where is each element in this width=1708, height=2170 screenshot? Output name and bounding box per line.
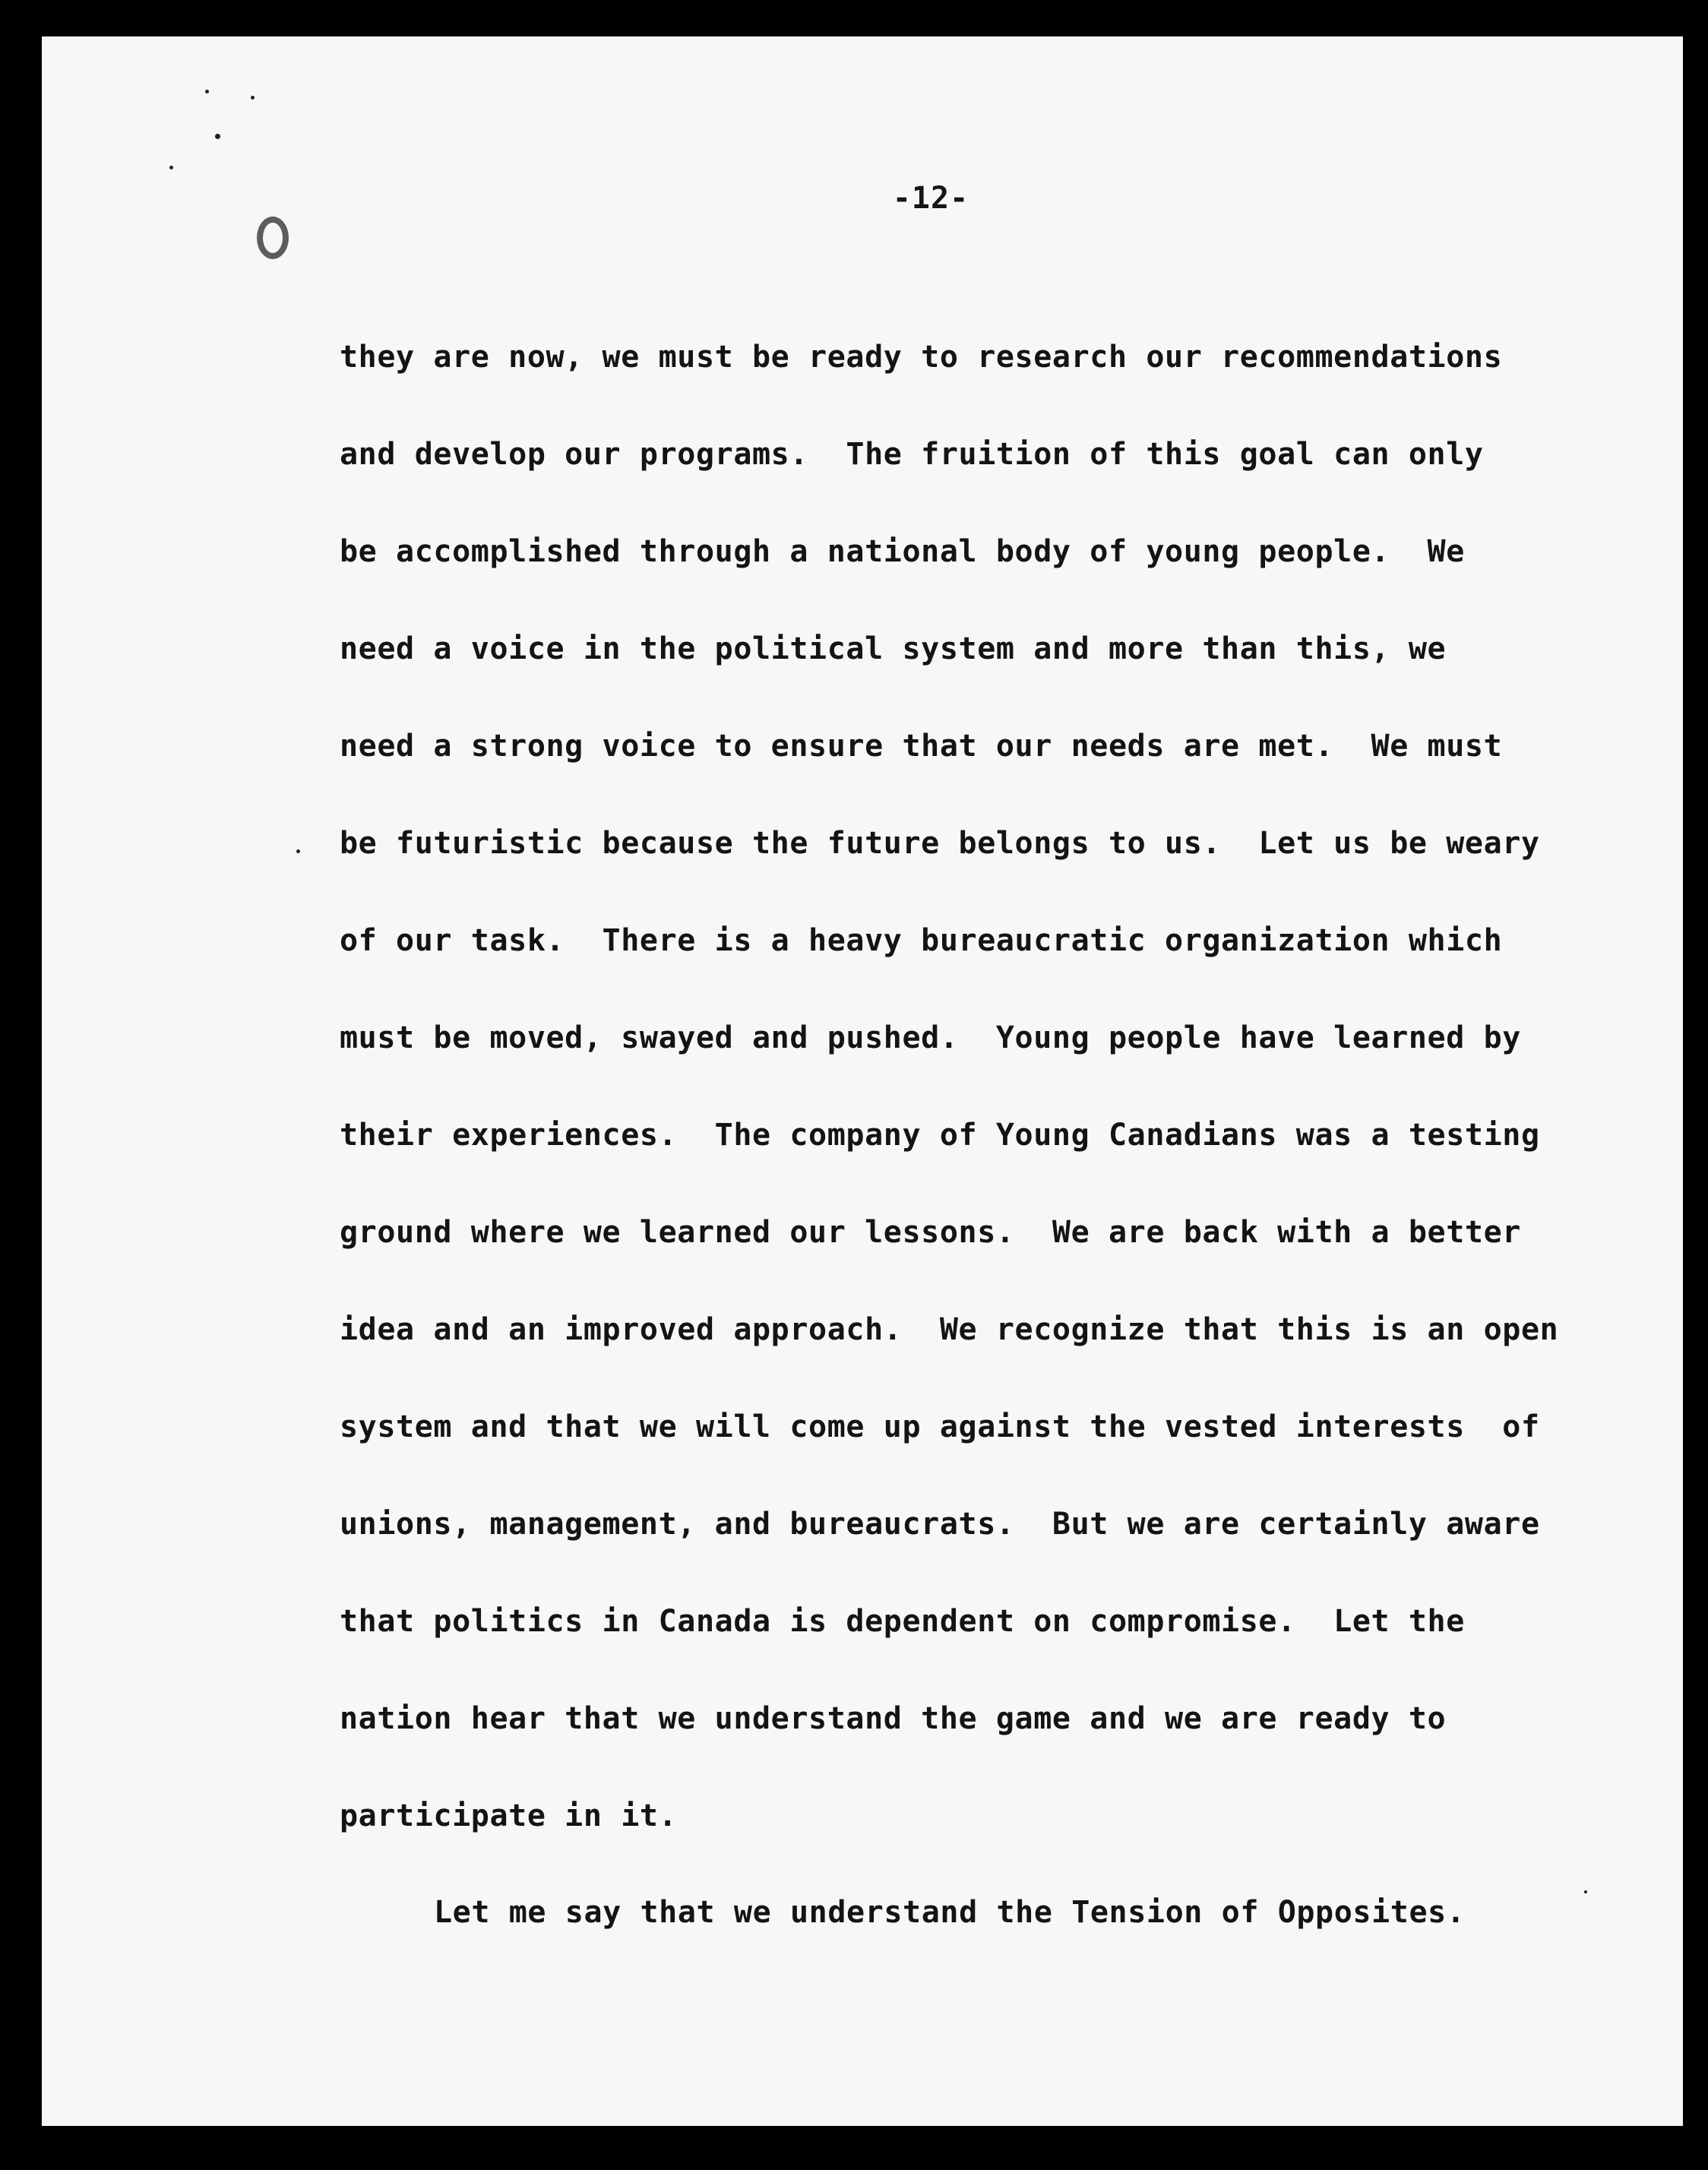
text-line: their experiences. The company of Young Canadians was a testing — [340, 1118, 1540, 1153]
text-line: participate in it. — [340, 1798, 678, 1833]
speck — [251, 96, 255, 100]
speck — [169, 166, 173, 169]
text-line: must be moved, swayed and pushed. Young people have learned by — [340, 1020, 1521, 1055]
text-line: idea and an improved approach. We recognize that this is an open — [340, 1312, 1559, 1347]
scan-border — [0, 2126, 1708, 2170]
text-line: need a voice in the political system and more than this, we — [340, 631, 1447, 666]
text-line: and develop our programs. The fruition of this goal can only — [340, 437, 1484, 472]
text-line: ground where we learned our lessons. We are back with a better — [340, 1215, 1521, 1250]
speck — [296, 849, 300, 853]
text-line: be futuristic because the future belongs to us. Let us be weary — [340, 826, 1540, 861]
document-page — [42, 36, 1683, 2126]
speck — [205, 90, 209, 93]
text-line: system and that we will come up against the vested interests of — [340, 1409, 1540, 1444]
punch-hole-mark — [257, 217, 289, 259]
text-line: they are now, we must be ready to research our recommendations — [340, 340, 1503, 375]
text-line: need a strong voice to ensure that our needs are met. We must — [340, 729, 1503, 764]
text-line: unions, management, and bureaucrats. But we are certainly aware — [340, 1507, 1540, 1542]
page-number: -12- — [892, 181, 969, 216]
text-line: be accomplished through a national body of young people. We — [340, 534, 1465, 569]
text-line: Let me say that we understand the Tension of Opposites. — [434, 1895, 1466, 1930]
speck — [1584, 1890, 1587, 1893]
text-line: that politics in Canada is dependent on compromise. Let the — [340, 1604, 1465, 1639]
text-line: of our task. There is a heavy bureaucratic organization which — [340, 923, 1503, 958]
text-line: nation hear that we understand the game and we are ready to — [340, 1701, 1447, 1736]
speck — [215, 134, 220, 139]
